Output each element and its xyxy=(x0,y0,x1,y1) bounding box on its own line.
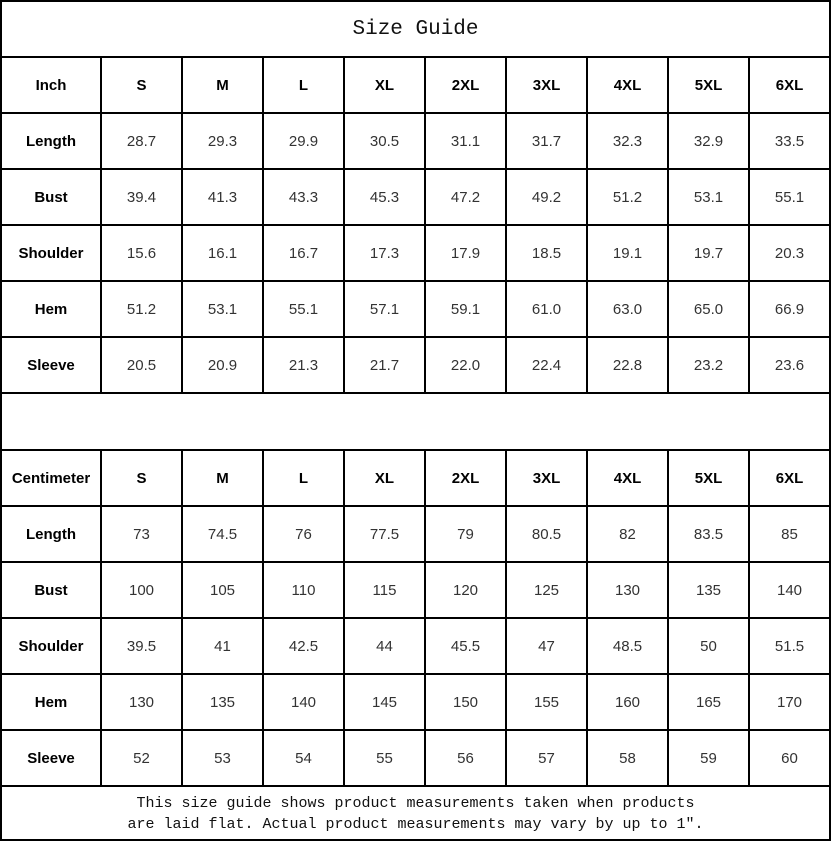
row-label-cell: Length xyxy=(1,506,101,562)
value-cell: 60 xyxy=(749,730,830,786)
value-cell: 53.1 xyxy=(668,169,749,225)
value-cell: 50 xyxy=(668,618,749,674)
value-cell: 41.3 xyxy=(182,169,263,225)
table-row xyxy=(1,337,830,393)
value-cell: 100 xyxy=(101,562,182,618)
value-cell: 170 xyxy=(749,674,830,730)
row-label-cell: Hem xyxy=(1,674,101,730)
row-label-cell: Sleeve xyxy=(1,730,101,786)
value-cell: 77.5 xyxy=(344,506,425,562)
page-title: Size Guide xyxy=(0,0,831,56)
value-cell: 47 xyxy=(506,618,587,674)
size-header-cell: 4XL xyxy=(587,57,668,113)
table-row xyxy=(1,225,830,281)
table-row xyxy=(1,169,830,225)
value-cell: 120 xyxy=(425,562,506,618)
value-cell: 42.5 xyxy=(263,618,344,674)
value-cell: 55.1 xyxy=(263,281,344,337)
value-cell: 23.2 xyxy=(668,337,749,393)
footer-note xyxy=(0,787,831,841)
centimeter-table xyxy=(0,449,831,787)
unit-header-cell: Inch xyxy=(1,57,101,113)
value-cell: 115 xyxy=(344,562,425,618)
table-row xyxy=(1,506,830,562)
value-cell: 47.2 xyxy=(425,169,506,225)
value-cell: 57 xyxy=(506,730,587,786)
value-cell: 19.7 xyxy=(668,225,749,281)
value-cell: 150 xyxy=(425,674,506,730)
value-cell: 20.3 xyxy=(749,225,830,281)
value-cell: 83.5 xyxy=(668,506,749,562)
value-cell: 110 xyxy=(263,562,344,618)
size-header-cell: 5XL xyxy=(668,57,749,113)
value-cell: 21.3 xyxy=(263,337,344,393)
value-cell: 63.0 xyxy=(587,281,668,337)
size-header-cell: 5XL xyxy=(668,450,749,506)
size-header-cell: 3XL xyxy=(506,450,587,506)
table-row xyxy=(1,730,830,786)
value-cell: 28.7 xyxy=(101,113,182,169)
value-cell: 57.1 xyxy=(344,281,425,337)
value-cell: 135 xyxy=(668,562,749,618)
table-row xyxy=(1,618,830,674)
value-cell: 45.5 xyxy=(425,618,506,674)
size-header-cell: XL xyxy=(344,450,425,506)
value-cell: 18.5 xyxy=(506,225,587,281)
value-cell: 52 xyxy=(101,730,182,786)
value-cell: 59.1 xyxy=(425,281,506,337)
value-cell: 31.1 xyxy=(425,113,506,169)
value-cell: 80.5 xyxy=(506,506,587,562)
value-cell: 130 xyxy=(587,562,668,618)
value-cell: 130 xyxy=(101,674,182,730)
footer-line-2: are laid flat. Actual product measurements may vary by up to 1″. xyxy=(127,816,704,833)
value-cell: 22.4 xyxy=(506,337,587,393)
value-cell: 39.4 xyxy=(101,169,182,225)
value-cell: 160 xyxy=(587,674,668,730)
value-cell: 44 xyxy=(344,618,425,674)
size-header-cell: 4XL xyxy=(587,450,668,506)
row-label-cell: Length xyxy=(1,113,101,169)
value-cell: 48.5 xyxy=(587,618,668,674)
value-cell: 15.6 xyxy=(101,225,182,281)
value-cell: 56 xyxy=(425,730,506,786)
unit-header-cell: Centimeter xyxy=(1,450,101,506)
table-row xyxy=(1,113,830,169)
value-cell: 16.1 xyxy=(182,225,263,281)
value-cell: 29.9 xyxy=(263,113,344,169)
value-cell: 135 xyxy=(182,674,263,730)
value-cell: 140 xyxy=(263,674,344,730)
value-cell: 58 xyxy=(587,730,668,786)
table-row xyxy=(1,562,830,618)
value-cell: 51.2 xyxy=(587,169,668,225)
value-cell: 145 xyxy=(344,674,425,730)
value-cell: 125 xyxy=(506,562,587,618)
value-cell: 54 xyxy=(263,730,344,786)
size-header-cell: 2XL xyxy=(425,450,506,506)
value-cell: 66.9 xyxy=(749,281,830,337)
value-cell: 49.2 xyxy=(506,169,587,225)
value-cell: 41 xyxy=(182,618,263,674)
value-cell: 53.1 xyxy=(182,281,263,337)
row-label-cell: Hem xyxy=(1,281,101,337)
table-row xyxy=(1,674,830,730)
value-cell: 51.5 xyxy=(749,618,830,674)
spacer-row xyxy=(0,394,831,449)
size-header-cell: XL xyxy=(344,57,425,113)
value-cell: 140 xyxy=(749,562,830,618)
size-header-cell: S xyxy=(101,57,182,113)
size-header-cell: 2XL xyxy=(425,57,506,113)
value-cell: 29.3 xyxy=(182,113,263,169)
row-label-cell: Shoulder xyxy=(1,225,101,281)
value-cell: 16.7 xyxy=(263,225,344,281)
value-cell: 51.2 xyxy=(101,281,182,337)
size-header-cell: M xyxy=(182,450,263,506)
value-cell: 22.8 xyxy=(587,337,668,393)
value-cell: 19.1 xyxy=(587,225,668,281)
row-label-cell: Bust xyxy=(1,169,101,225)
size-header-cell: 6XL xyxy=(749,450,830,506)
value-cell: 17.9 xyxy=(425,225,506,281)
value-cell: 165 xyxy=(668,674,749,730)
size-header-cell: 6XL xyxy=(749,57,830,113)
row-label-cell: Bust xyxy=(1,562,101,618)
value-cell: 79 xyxy=(425,506,506,562)
value-cell: 32.3 xyxy=(587,113,668,169)
value-cell: 74.5 xyxy=(182,506,263,562)
value-cell: 30.5 xyxy=(344,113,425,169)
value-cell: 23.6 xyxy=(749,337,830,393)
value-cell: 21.7 xyxy=(344,337,425,393)
value-cell: 155 xyxy=(506,674,587,730)
size-header-cell: L xyxy=(263,450,344,506)
value-cell: 73 xyxy=(101,506,182,562)
table-row xyxy=(1,281,830,337)
header-row xyxy=(1,57,830,113)
value-cell: 76 xyxy=(263,506,344,562)
value-cell: 32.9 xyxy=(668,113,749,169)
value-cell: 82 xyxy=(587,506,668,562)
size-header-cell: M xyxy=(182,57,263,113)
value-cell: 33.5 xyxy=(749,113,830,169)
footer-line-1: This size guide shows product measurements taken when products xyxy=(136,795,695,812)
size-header-cell: S xyxy=(101,450,182,506)
value-cell: 55 xyxy=(344,730,425,786)
value-cell: 55.1 xyxy=(749,169,830,225)
value-cell: 20.9 xyxy=(182,337,263,393)
value-cell: 22.0 xyxy=(425,337,506,393)
value-cell: 85 xyxy=(749,506,830,562)
size-header-cell: L xyxy=(263,57,344,113)
value-cell: 31.7 xyxy=(506,113,587,169)
value-cell: 43.3 xyxy=(263,169,344,225)
value-cell: 53 xyxy=(182,730,263,786)
value-cell: 39.5 xyxy=(101,618,182,674)
row-label-cell: Shoulder xyxy=(1,618,101,674)
value-cell: 105 xyxy=(182,562,263,618)
inch-table xyxy=(0,56,831,394)
size-header-cell: 3XL xyxy=(506,57,587,113)
value-cell: 45.3 xyxy=(344,169,425,225)
value-cell: 20.5 xyxy=(101,337,182,393)
value-cell: 59 xyxy=(668,730,749,786)
row-label-cell: Sleeve xyxy=(1,337,101,393)
value-cell: 65.0 xyxy=(668,281,749,337)
value-cell: 61.0 xyxy=(506,281,587,337)
header-row xyxy=(1,450,830,506)
value-cell: 17.3 xyxy=(344,225,425,281)
